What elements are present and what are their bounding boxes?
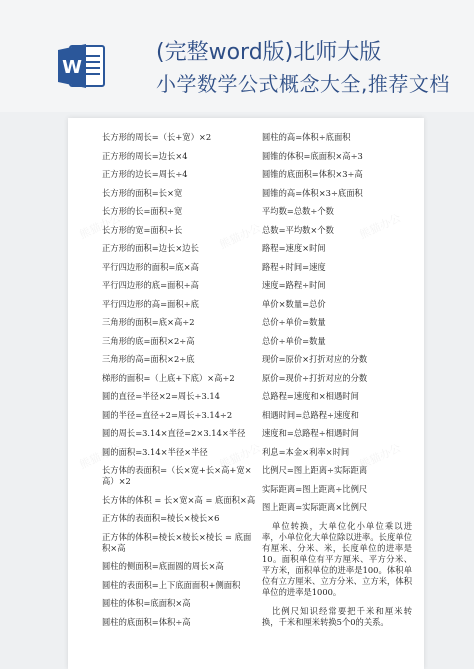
document-page: [68, 118, 424, 669]
formula-line: 圆的直径=半径×2=周长÷3.14: [102, 391, 220, 401]
formula-line: 实际距离=图上距离÷比例尺: [262, 483, 368, 494]
formula-line: 相遇时间=总路程÷速度和: [262, 409, 359, 420]
formula-line: 正方体的表面积=棱长×棱长×6: [102, 513, 220, 523]
formula-line: 圆的半径=直径÷2=周长÷3.14÷2: [102, 409, 233, 420]
formula-line: 三角形的面积=底×高÷2: [102, 317, 195, 327]
document-title: [156, 38, 456, 100]
word-document-icon: [56, 40, 108, 92]
formula-line: 速度=路程÷时间: [262, 280, 326, 290]
formula-line: 平行四边形的底=面积÷高: [102, 280, 199, 290]
formula-line: 圆锥的底面积=体积×3÷高: [262, 169, 363, 179]
formula-line: 比例尺=图上距离÷实际距离: [262, 465, 368, 475]
unit-conversion-paragraph: 单位转换，大单位化小单位乘以进率，小单位化大单位除以进率。长度单位有厘米、分米、米，长度单位的进率是10。面积单位有平方厘米、平方分米、平方米，面积单位的进率是100。体积单位有立方厘米、立方分米、立方米，体积单位的进率是1000。: [262, 520, 412, 597]
formula-line: 圆锥的高=体积×3÷底面积: [262, 187, 363, 198]
formula-line: 圆柱的侧面积=底面圆的周长×高: [102, 561, 224, 571]
formula-line: 路程=速度×时间: [262, 243, 326, 253]
formula-line: 总价÷单价=数量: [262, 335, 326, 346]
formula-line: 现价=原价×打折对应的分数: [262, 354, 368, 364]
formula-line: 路程÷时间=速度: [262, 261, 326, 272]
watermark: 熊猫办公: [357, 211, 403, 242]
formula-line: 圆柱的表面积=上下底面面积+侧面积: [102, 579, 241, 590]
formula-line: 总数=平均数×个数: [262, 224, 334, 235]
formula-line: 长方形的周长=（长+宽）×2: [102, 132, 212, 142]
formula-line: 三角形的底=面积×2÷高: [102, 335, 195, 346]
formula-line: 长方体的表面积=（长×宽+长×高+宽×高）×2: [102, 465, 252, 486]
formula-line: 平行四边形的高=面积÷底: [102, 298, 199, 309]
formula-line: 正方体的体积=棱长×棱长×棱长 = 底面积×高: [102, 531, 252, 553]
formula-line: 总路程=速度和×相遇时间: [262, 391, 359, 401]
formula-line: 平行四边形的面积=底×高: [102, 261, 199, 272]
formula-line: 正方形的面积=边长×边长: [102, 243, 199, 253]
formula-line: 正方形的周长=边长×4: [102, 150, 188, 161]
formula-line: 长方形的长=面积÷宽: [102, 206, 183, 216]
formula-line: 长方形的宽=面积÷长: [102, 224, 183, 235]
formula-line: 长方体的体积 = 长×宽×高 = 底面积×高: [102, 494, 256, 505]
title-line-2: 小学数学公式概念大全,推荐文档: [156, 72, 450, 96]
svg-text:W: W: [62, 57, 82, 78]
formula-line: 图上距离=实际距离×比例尺: [262, 502, 368, 512]
formula-line: 梯形的面积=（上底+下底）×高÷2: [102, 372, 235, 383]
watermark: 熊猫办公: [217, 221, 263, 252]
formula-line: 圆的面积=3.14×半径×半径: [102, 446, 208, 457]
formula-line: 总价÷单价=数量: [262, 317, 326, 327]
formula-line: 圆锥的体积=底面积×高÷3: [262, 150, 363, 161]
formula-line: 圆柱的体积=底面积×高: [102, 598, 191, 608]
formula-line: 单价×数量=总价: [262, 298, 326, 309]
formula-line: 圆柱的高=体积÷底面积: [262, 132, 351, 142]
formula-line: 圆柱的底面积=体积÷高: [102, 616, 191, 627]
formula-column-left: [102, 132, 258, 635]
formula-line: 正方形的边长=周长÷4: [102, 169, 188, 179]
formula-line: 长方形的面积=长×宽: [102, 187, 183, 198]
formula-line: 圆的周长=3.14×直径=2×3.14×半径: [102, 428, 246, 438]
watermark: 熊猫办公: [357, 441, 403, 472]
title-line-1: (完整word版)北师大版: [156, 40, 382, 65]
formula-line: 原价=现价÷打折对应的分数: [262, 372, 368, 383]
scale-conversion-paragraph: 比例尺知识经常要把千米和厘米转换，千米和厘米转换5个0的关系。: [262, 605, 412, 627]
document-header: [0, 0, 474, 112]
formula-line: 三角形的高=面积×2÷底: [102, 354, 195, 364]
formula-line: 利息=本金×利率×时间: [262, 446, 350, 457]
watermark: 熊猫办公: [77, 211, 123, 242]
watermark: 熊猫办公: [77, 441, 123, 472]
formula-line: 平均数=总数÷个数: [262, 206, 334, 216]
watermark: 熊猫办公: [217, 441, 263, 472]
formula-column-right: [262, 132, 412, 636]
formula-line: 速度和=总路程÷相遇时间: [262, 428, 359, 438]
